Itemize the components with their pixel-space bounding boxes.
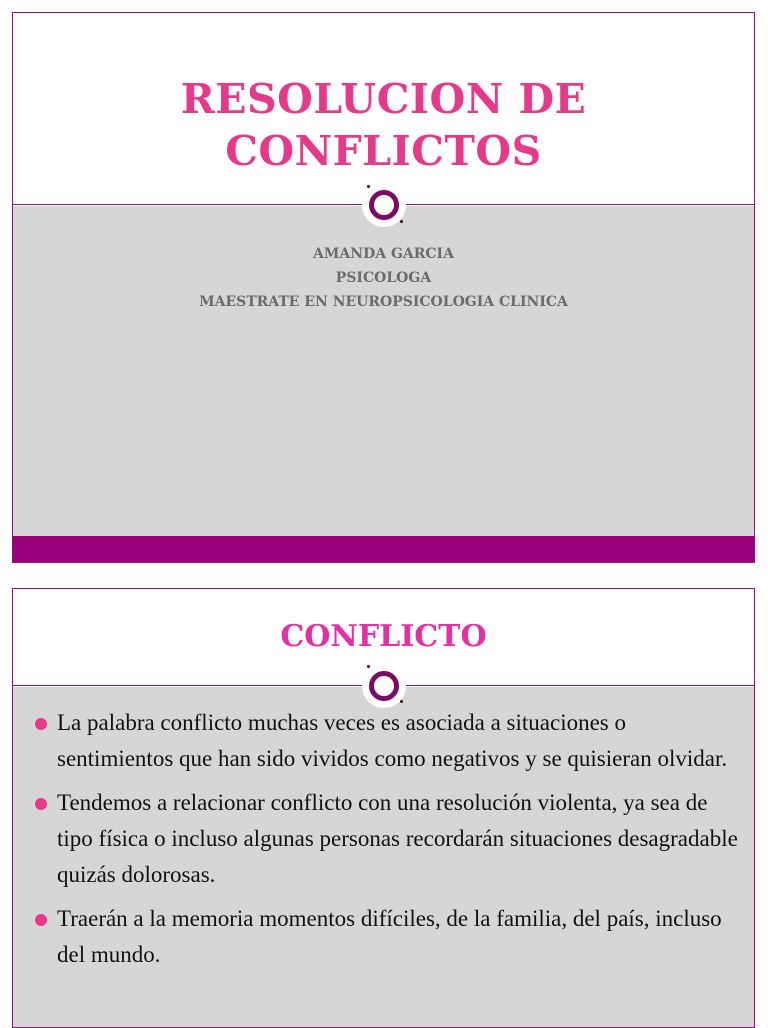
ornament-dot-icon [400,700,403,703]
subtitle-area [13,206,754,536]
bullet-text: Traerán a la memoria momentos difíciles, de la familia, del país, incluso del mundo. [57,906,722,967]
bullet-icon [35,914,47,926]
ornament-dot-icon [367,665,370,668]
title-line-2: CONFLICTOS [225,127,542,175]
title-area [13,13,754,204]
slide-title: CONFLICTO [280,619,487,654]
content-slide [12,588,755,1028]
circle-ornament-icon [369,671,399,701]
bullet-list [33,705,742,981]
bullet-item [33,785,742,893]
ornament-dot-icon [400,220,403,223]
title-slide [12,12,755,563]
bullet-text: La palabra conflicto muchas veces es asociada a situaciones o sentimientos que han sido vividos como negativos y se quisieran olvidar. [57,710,728,771]
ornament-dot-icon [367,185,370,188]
bullet-icon [35,798,47,810]
bullet-item [33,901,742,973]
bullet-text: Tendemos a relacionar conflicto con una resolución violenta, ya sea de tipo física o incluso algunas personas recordarán situaciones desagradable quizás dolorosas. [57,790,738,887]
footer-bar [13,536,754,562]
title-line-1: RESOLUCION DE [180,75,587,123]
bullet-area [13,687,754,1027]
author-info [13,242,754,314]
bullet-icon [35,718,47,730]
slide-title [13,73,754,177]
author-degree: MAESTRATE EN NEUROPSICOLOGIA CLINICA [199,294,568,310]
author-role: PSICOLOGA [335,270,432,286]
circle-ornament-icon [369,190,399,220]
bullet-item [33,705,742,777]
author-name: AMANDA GARCIA [313,246,454,262]
